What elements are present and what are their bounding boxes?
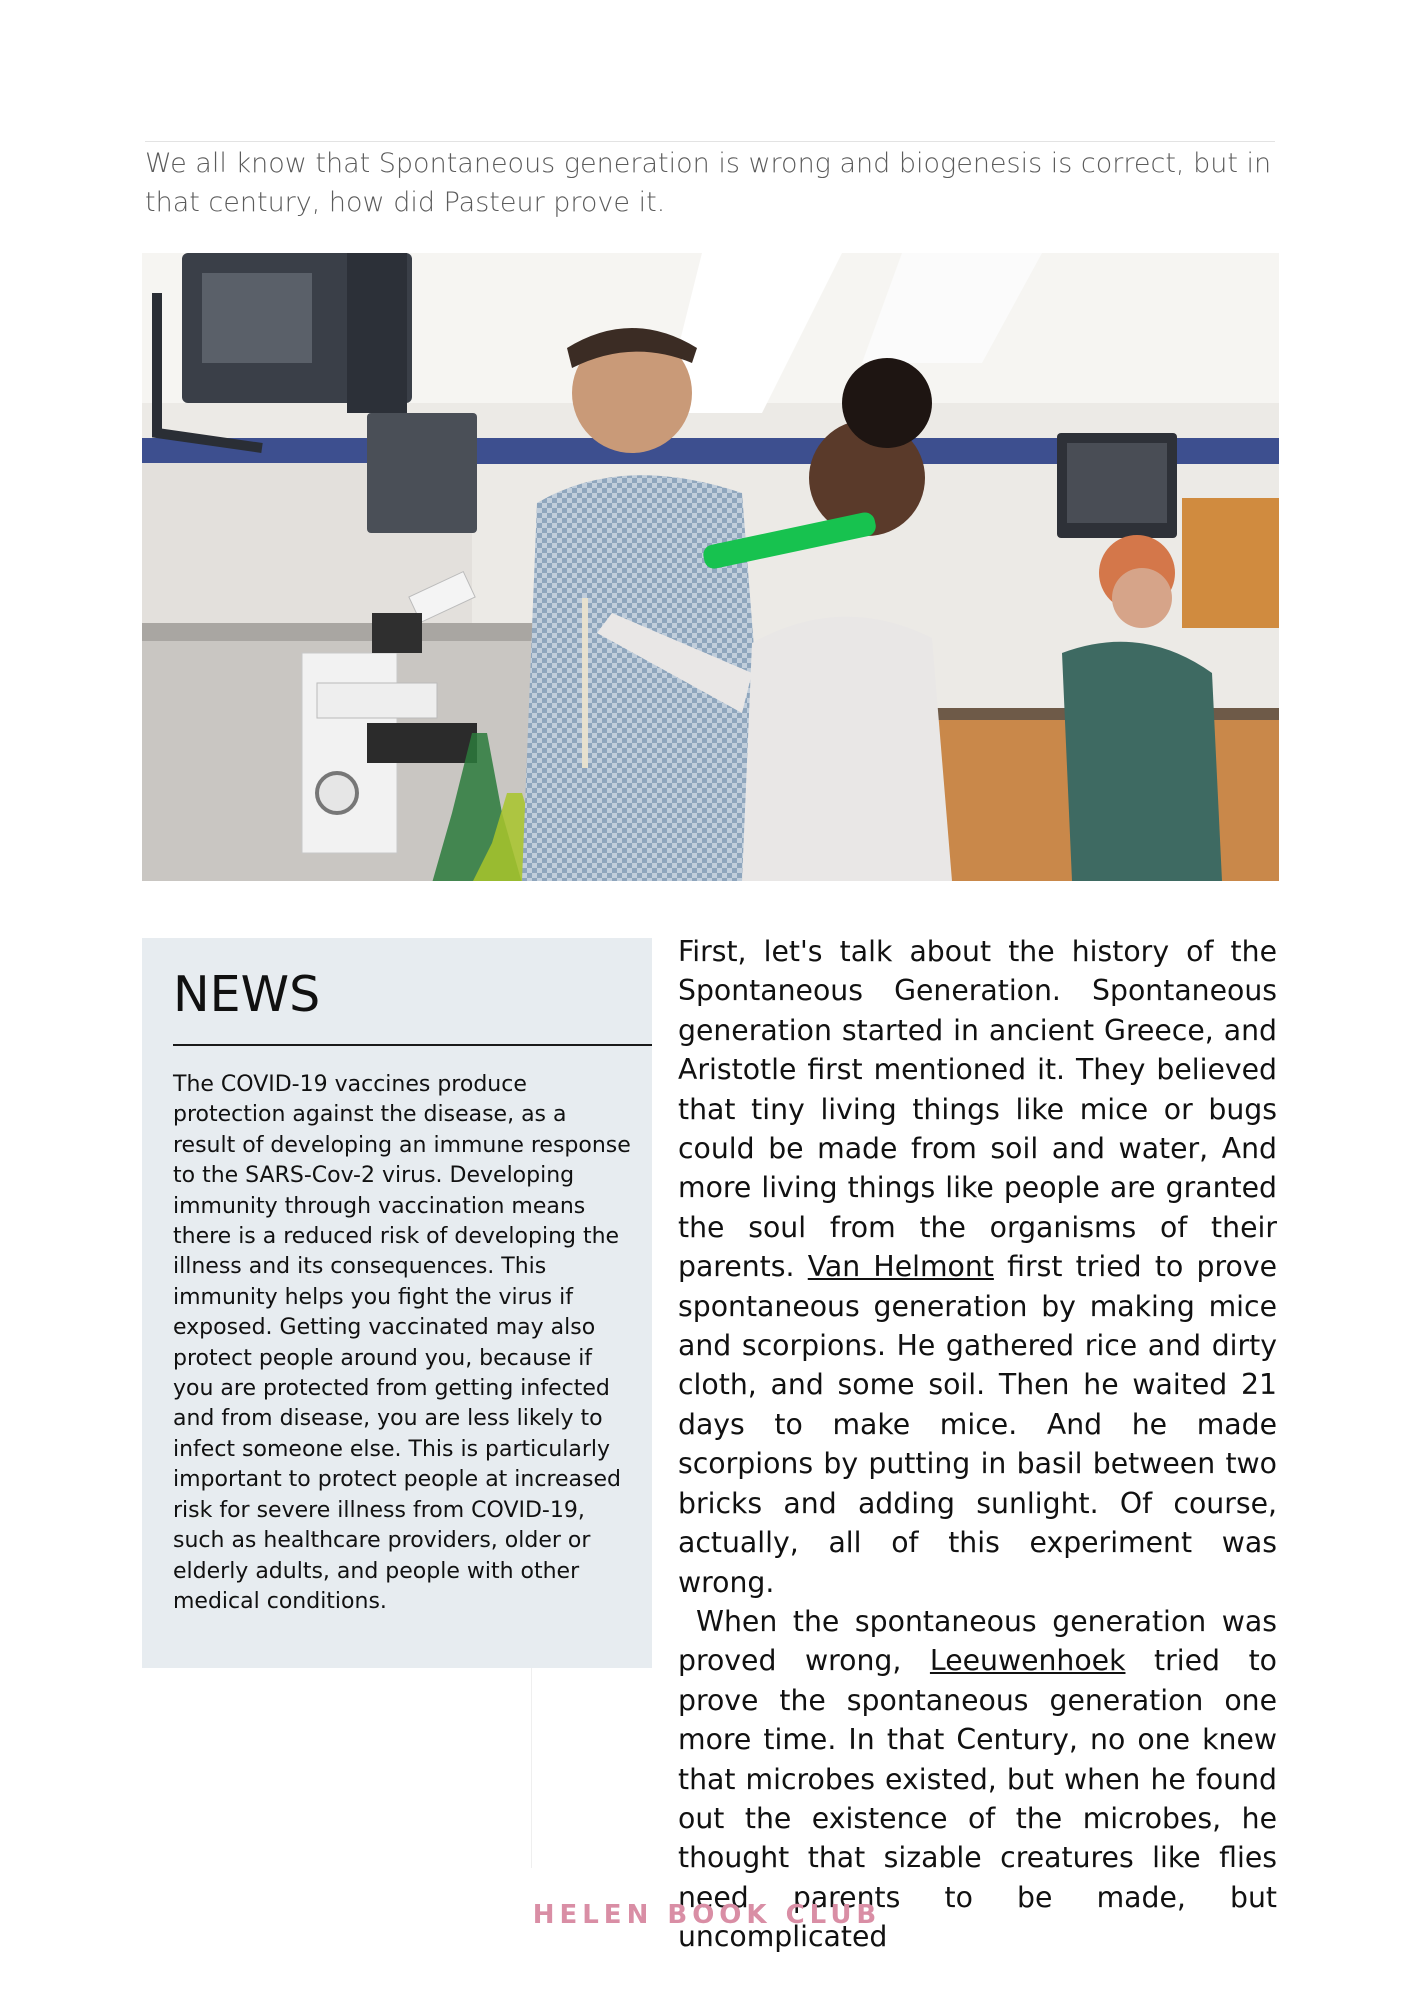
article-p2-text-b: tried to prove the spontaneous generation one more time. In that Century, no one knew that microbes existed, but when he found out the existence of the microbes, he thought that sizable creatures like flies need parents to be made, but uncomplicated (678, 1644, 1277, 1954)
article-p1-text-b: first tried to prove spontaneous generation by making mice and scorpions. He gathered rice and dirty cloth, and some soil. Then he waited 21 days to make mice. And he made scorpions by putting in basil between two bricks and adding sunlight. Of course, actually, all of this experiment was wrong. (678, 1250, 1277, 1599)
column-divider (531, 1668, 532, 1868)
news-body: The COVID-19 vaccines produce protection against the disease, as a result of developing an immune response to the SARS-Cov-2 virus. Developing immunity through vaccination means there is a reduced risk of developing the illness and its consequences. This immunity helps you fight the virus if exposed. Getting vaccinated may also protect people around you, because if you are protected from getting infected and from disease, you are less likely to infect someone else. This is particularly important to protect people at increased risk for severe illness from COVID-19, such as healthcare providers, older or elderly adults, and people with other medical conditions. (173, 1072, 631, 1614)
lab-photo (142, 253, 1279, 881)
van-helmont-link[interactable]: Van Helmont (807, 1250, 994, 1284)
news-box (142, 938, 652, 1668)
news-divider (173, 1044, 652, 1046)
article-p2-text-a: When the spontaneous generation was proved wrong, (678, 1604, 1277, 1678)
intro-paragraph (145, 141, 1275, 222)
article-p1-text-a: First, let's talk about the history of the Spontaneous Generation. Spontaneous generation started in ancient Greece, and Aristotle first mentioned it. They believed that tiny living things like mice or bugs could be made from soil and water, And more living things like people are granted the soul from the organisms of their parents. (678, 935, 1277, 1284)
article-text (678, 932, 1277, 1957)
footer-brand: HELEN BOOK CLUB (532, 1900, 882, 1930)
news-title: NEWS (173, 966, 321, 1023)
leeuwenhoek-link[interactable]: Leeuwenhoek (929, 1644, 1126, 1678)
article-paragraph-1 (678, 932, 1277, 1602)
intro-text: We all know that Spontaneous generation is wrong and biogenesis is correct, but in that century, how did Pasteur prove it. (145, 148, 1272, 218)
lab-photo-illustration (142, 253, 1279, 881)
